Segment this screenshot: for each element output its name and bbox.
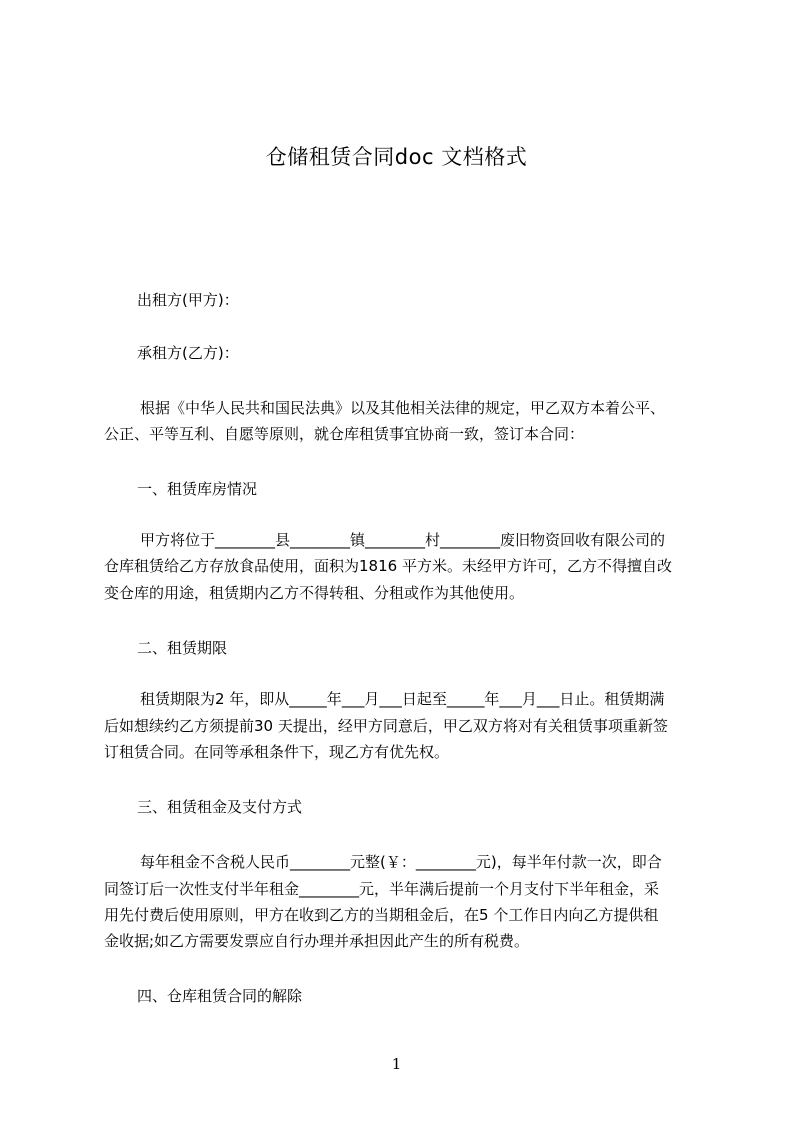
section-heading: 一、租赁库房情况	[137, 480, 258, 498]
section-heading: 二、租赁期限	[137, 639, 228, 657]
paragraph-line: 每年租金不含税人民币________元整(￥：________元)，每半年付款一次，即合	[140, 853, 662, 871]
section-heading: 四、仓库租赁合同的解除	[137, 987, 303, 1005]
paragraph-line: 租赁期限为2 年，即从_____年___月___日起至_____年___月___日止。租赁期满	[140, 690, 665, 708]
preamble-line: 根据《中华人民共和国民法典》以及其他相关法律的规定，甲乙双方本着公平、	[140, 399, 666, 417]
lessee-line: 承租方(乙方)：	[137, 344, 239, 362]
section-heading: 三、租赁租金及支付方式	[137, 798, 303, 816]
paragraph-line: 同签订后一次性支付半年租金________元，半年满后提前一个月支付下半年租金，采	[104, 880, 660, 898]
paragraph-line: 金收据;如乙方需要发票应自行办理并承担因此产生的所有税费。	[104, 932, 530, 950]
paragraph-line: 订租赁合同。在同等承租条件下，现乙方有优先权。	[104, 743, 450, 761]
lessor-line: 出租方(甲方)：	[137, 291, 239, 309]
page-number: 1	[391, 1055, 402, 1073]
paragraph-line: 后如想续约乙方须提前30 天提出，经甲方同意后，甲乙双方将对有关租赁事项重新签	[104, 717, 668, 735]
document-title: 仓储租赁合同doc 文档格式	[265, 145, 528, 169]
paragraph-line: 用先付费后使用原则，甲方在收到乙方的当期租金后，在5 个工作日内向乙方提供租	[104, 906, 659, 924]
paragraph-line: 仓库租赁给乙方存放食品使用，面积为1816 平方米。未经甲方许可，乙方不得擅自改	[104, 557, 672, 575]
preamble-line: 公正、平等互利、自愿等原则，就仓库租赁事宜协商一致，签订本合同：	[104, 425, 585, 443]
paragraph-line: 变仓库的用途，租赁期内乙方不得转租、分租或作为其他使用。	[104, 584, 525, 602]
paragraph-line: 甲方将位于________县________镇________村________废旧物资回收有限公司的	[140, 531, 666, 549]
